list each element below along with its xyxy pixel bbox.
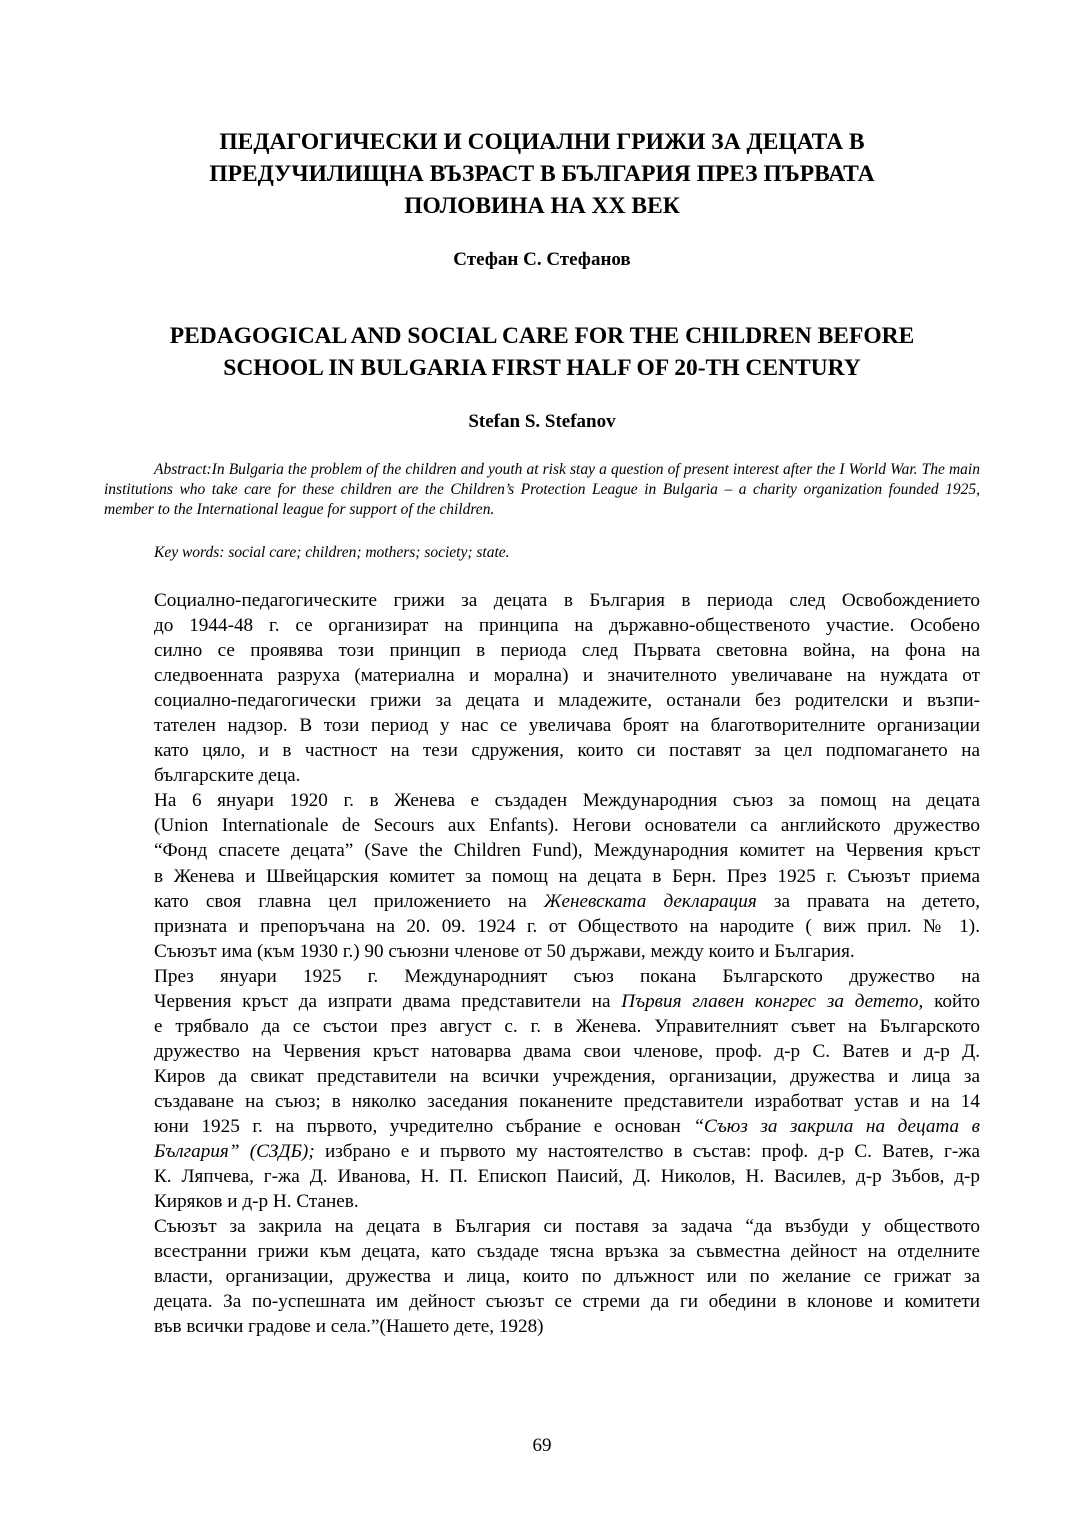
- title-english: [104, 320, 980, 384]
- text-line: силно се проявява този принцип в периода след Първата световна война, на фона на: [154, 640, 980, 662]
- text-line: като своя главна цел приложението на Женевската декларация за правата на детето,: [154, 890, 981, 912]
- paragraph: [104, 1214, 980, 1339]
- keywords: Key words: social care; children; mothers; society; state.: [154, 544, 510, 561]
- text-line: Киров да свикат представители на всички учреждения, организации, дружества и лица за: [154, 1065, 980, 1087]
- paragraph: [104, 788, 980, 963]
- title-bulgarian: [104, 126, 980, 222]
- text-line: Червения кръст да изпрати двама представители на Първия главен конгрес за детето, който: [154, 990, 980, 1012]
- paragraph: [104, 588, 980, 788]
- text-line: тателен надзор. В този период у нас се увеличава броят на благотворителните организации: [154, 715, 980, 737]
- text-line: до 1944-48 г. се организират на принципа на държавно-общественото участие. Особено: [154, 615, 980, 637]
- text-line: Съюзът има (към 1930 г.) 90 съюзни членове от 50 държави, между които и България.: [154, 940, 855, 962]
- text-line: е трябвало да се състои през август с. г. в Женева. Управителният съвет на Българското: [154, 1015, 980, 1037]
- text-line: дружество на Червения кръст натоварва двама свои членове, проф. д-р С. Ватев и д-р Д.: [154, 1040, 980, 1062]
- title-en-line: SCHOOL IN BULGARIA FIRST HALF OF 20-TH CENTURY: [223, 355, 861, 381]
- text-line: власти, организации, дружества и лица, които по длъжност или по желание се грижат за: [154, 1266, 980, 1288]
- text-line: създаване на съюз; в няколко заседания поканените представители изработват устав и на 14: [154, 1090, 980, 1112]
- text-line: Социално-педагогическите грижи за децата в България в периода след Освобождението: [154, 590, 980, 611]
- abstract: Abstract:In Bulgaria the problem of the children and youth at risk stay a question of present interest after the I World War. The main institutions who take care for these children are the Children’s Protection League in Bulgaria – a charity organization founded 1925, member to the International league for support of the children.: [104, 461, 980, 518]
- title-en-line: PEDAGOGICAL AND SOCIAL CARE FOR THE CHILDREN BEFORE: [169, 323, 915, 349]
- text-line: Киряков и д-р Н. Станев.: [154, 1191, 359, 1213]
- title-bg-line: ПОЛОВИНА НА ХХ ВЕК: [404, 193, 680, 219]
- text-line: в Женева и Швейцарския комитет за помощ на децата в Берн. През 1925 г. Съюзът приема: [154, 865, 980, 887]
- text-line: във всички градове и села.”(Нашето дете, 1928): [154, 1316, 544, 1338]
- text-line: българските деца.: [154, 765, 301, 787]
- title-bg-line: ПРЕДУЧИЛИЩНА ВЪЗРАСТ В БЪЛГАРИЯ ПРЕЗ ПЪРВАТА: [209, 161, 875, 187]
- italic-term: Първия главен конгрес за детето,: [621, 990, 924, 1012]
- italic-term: България” (СЗДБ);: [154, 1141, 315, 1163]
- text-line: “Фонд спасете децата” (Save the Children Fund), Международния комитет на Червения кръст: [154, 840, 980, 862]
- text-line: На 6 януари 1920 г. в Женева е създаден Международния съюз за помощ на децата: [154, 790, 980, 812]
- title-bg-line: ПЕДАГОГИЧЕСКИ И СОЦИАЛНИ ГРИЖИ ЗА ДЕЦАТА В: [219, 129, 865, 155]
- paragraph: [104, 964, 980, 1214]
- text-line: социално-педагогически грижи за децата и младежите, останали без родителски и възпи-: [154, 690, 980, 712]
- text-line: призната и препоръчана на 20. 09. 1924 г. от Обществото на народите ( виж прил. № 1).: [154, 915, 980, 937]
- author-english: Stefan S. Stefanov: [468, 411, 616, 432]
- author-bulgarian: Стефан С. Стефанов: [453, 249, 631, 270]
- body-text: [104, 588, 980, 1339]
- text-line: следвоенната разруха (материална и морална) и значителното увеличаване на нуждата от: [154, 665, 980, 687]
- text-line: През януари 1925 г. Международният съюз покана Българското дружество на: [154, 965, 980, 987]
- text-line: К. Ляпчева, г-жа Д. Иванова, Н. П. Епископ Паисий, Д. Николов, Н. Василев, д-р Зъбов, д-р: [154, 1166, 980, 1188]
- page-number: 69: [532, 1435, 552, 1456]
- text-line: Съюзът за закрила на децата в България си поставя за задача “да възбуди у обществото: [154, 1216, 980, 1238]
- text-line: всестранни грижи към децата, като създаде тясна връзка за съвместна дейност на отделните: [154, 1241, 980, 1263]
- text-line: България” (СЗДБ); избрано е и първото му настоятелство в състав: проф. д-р С. Ватев, г-жа: [154, 1141, 980, 1163]
- text-line: децата. За по-успешната им дейност съюзът се стреми да ги обедини в клонове и комитети: [154, 1291, 980, 1313]
- text-line: (Union Internationale de Secours aux Enfants). Негови основатели са английското дружество: [154, 815, 980, 837]
- text-line: като цяло, и в частност на тези сдружения, които си поставят за цел подпомагането на: [154, 740, 980, 762]
- text-line: юни 1925 г. на първото, учредително събрание е основан “Съюз за закрила на децата в: [154, 1115, 981, 1137]
- italic-term: Женевската декларация: [543, 890, 757, 912]
- italic-term: “Съюз за закрила на децата в: [693, 1115, 981, 1137]
